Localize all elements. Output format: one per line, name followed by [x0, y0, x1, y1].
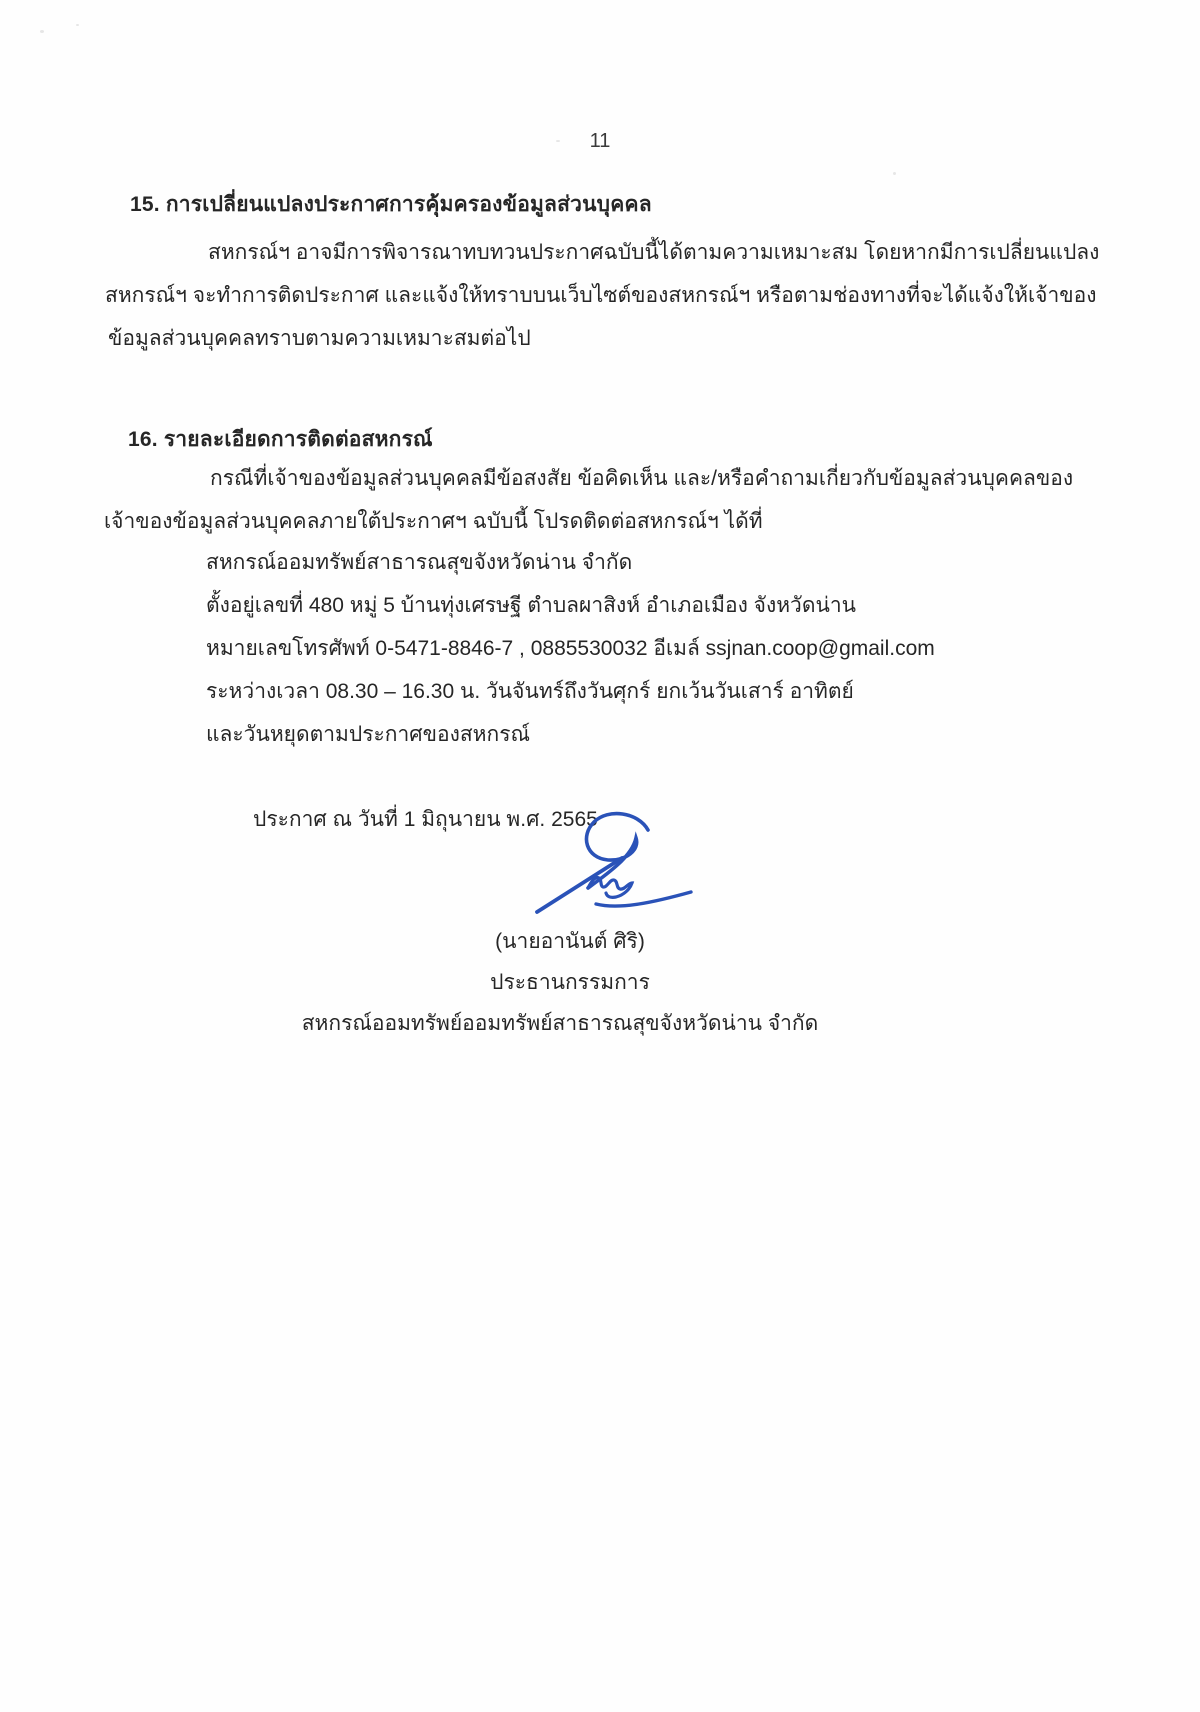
- scan-speck: [76, 24, 79, 26]
- contact-address-line: ตั้งอยู่เลขที่ 480 หมู่ 5 บ้านทุ่งเศรษฐี ตำบลผาสิงห์ อำเภอเมือง จังหวัดน่าน: [206, 594, 856, 617]
- signature-zigzag-stroke: [588, 877, 632, 897]
- contact-organization-line: สหกรณ์ออมทรัพย์สาธารณสุขจังหวัดน่าน จำกัด: [206, 551, 633, 574]
- contact-hours-line: ระหว่างเวลา 08.30 – 16.30 น. วันจันทร์ถึงวันศุกร์ ยกเว้นวันเสาร์ อาทิตย์: [206, 680, 854, 703]
- signature-svg: [470, 800, 700, 925]
- signature-flourish-stroke: [596, 892, 691, 906]
- section15-paragraph-line: สหกรณ์ฯ จะทำการติดประกาศ และแจ้งให้ทราบบนเว็บไซต์ของสหกรณ์ฯ หรือตามช่องทางที่จะได้แจ้งให้เจ้าของ: [105, 284, 1097, 307]
- section15-paragraph-line: ข้อมูลส่วนบุคคลทราบตามความเหมาะสมต่อไป: [108, 327, 531, 350]
- signature-scribble: [470, 800, 700, 925]
- scan-speck: [893, 172, 896, 175]
- section16-heading: 16. รายละเอียดการติดต่อสหกรณ์: [128, 428, 433, 451]
- contact-phone-email-line: หมายเลขโทรศัพท์ 0-5471-8846-7 , 0885530032 อีเมล์ ssjnan.coop@gmail.com: [206, 637, 935, 660]
- signer-organization: สหกรณ์ออมทรัพย์ออมทรัพย์สาธารณสุขจังหวัดน่าน จำกัด: [301, 1012, 819, 1035]
- signer-name: (นายอานันต์ ศิริ): [495, 930, 645, 953]
- signer-title: ประธานกรรมการ: [490, 971, 650, 994]
- contact-holiday-line: และวันหยุดตามประกาศของสหกรณ์: [206, 723, 530, 746]
- scan-speck: [40, 30, 44, 33]
- section15-heading: 15. การเปลี่ยนแปลงประกาศการคุ้มครองข้อมูลส่วนบุคคล: [130, 193, 652, 216]
- page-number: 11: [589, 130, 611, 152]
- section16-intro-line: เจ้าของข้อมูลส่วนบุคคลภายใต้ประกาศฯ ฉบับนี้ โปรดติดต่อสหกรณ์ฯ ได้ที่: [104, 510, 763, 533]
- section16-intro-line: กรณีที่เจ้าของข้อมูลส่วนบุคคลมีข้อสงสัย ข้อคิดเห็น และ/หรือคำถามเกี่ยวกับข้อมูลส่วนบุคคลของ: [210, 467, 1074, 490]
- announcement-date-line: ประกาศ ณ วันที่ 1 มิถุนายน พ.ศ. 2565: [253, 808, 598, 831]
- section15-paragraph-line: สหกรณ์ฯ อาจมีการพิจารณาทบทวนประกาศฉบับนี้ได้ตามความเหมาะสม โดยหากมีการเปลี่ยนแปลง: [208, 241, 1100, 264]
